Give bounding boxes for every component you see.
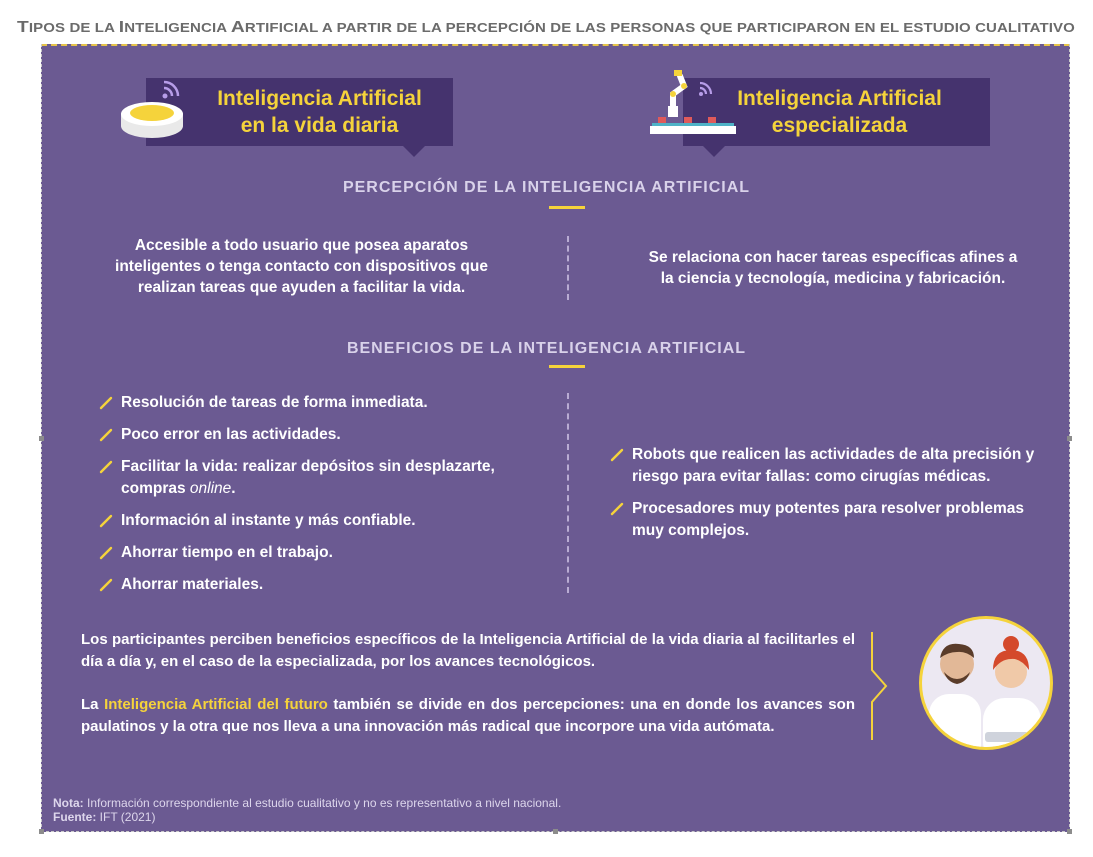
perception-divider	[567, 236, 569, 300]
fuente-text: IFT (2021)	[96, 810, 156, 824]
list-item	[99, 424, 499, 446]
top-dashed-line	[41, 44, 1070, 46]
page-title-smallcaps	[0, 17, 1093, 37]
summary-p2-prefix: La	[81, 696, 105, 713]
check-icon	[99, 514, 113, 528]
banner-specialized-line1: Inteligencia Artificial	[737, 87, 942, 110]
benefit-daily-2: Poco error en las actividades.	[121, 426, 341, 443]
benefit-daily-3: Facilitar la vida: realizar depósitos sin desplazarte, compras	[121, 458, 495, 497]
list-item	[99, 542, 499, 564]
resize-handle-right[interactable]	[1067, 436, 1072, 441]
list-item	[99, 456, 499, 500]
resize-handle-bottom-right[interactable]	[1067, 829, 1072, 834]
resize-handle-bottom-left[interactable]	[39, 829, 44, 834]
check-icon	[610, 502, 624, 516]
nota-label: Nota:	[53, 796, 84, 810]
page-title-text: T IPOS DE LA INTELIGENCIA A RTIFICIAL A PARTIR DE LA PERCEPCIÓN DE LAS PERSONAS QUE PARTICIPARON EN EL ESTUDIO CUALITATIVO	[17, 19, 937, 36]
summary-paragraph-2	[81, 694, 855, 738]
list-item	[610, 498, 1040, 542]
benefit-daily-3-period: .	[231, 480, 236, 497]
banner-specialized-line2: especializada	[771, 114, 908, 137]
benefits-divider	[567, 393, 569, 593]
fuente-label: Fuente:	[53, 810, 97, 824]
benefit-daily-5: Ahorrar tiempo en el trabajo.	[121, 544, 333, 561]
check-icon	[99, 428, 113, 442]
benefit-specialized-1: Robots que realicen las actividades de alta precisión y riesgo para evitar fallas: como cirugías médicas.	[632, 446, 1035, 485]
benefit-daily-1: Resolución de tareas de forma inmediata.	[121, 394, 428, 411]
list-item	[610, 444, 1040, 488]
list-item	[99, 510, 499, 532]
perception-title: PERCEPCIÓN DE LA INTELIGENCIA ARTIFICIAL	[342, 179, 751, 196]
perception-specialized-text: Se relaciona con hacer tareas específicas afines a la ciencia y tecnología, medicina y fabricación.	[648, 249, 1018, 287]
banner-daily-ai	[146, 78, 453, 146]
list-item	[99, 574, 499, 596]
nota-text: Información correspondiente al estudio cualitativo y no es representativo a nivel nacional.	[83, 796, 562, 810]
check-icon	[99, 546, 113, 560]
summary-paragraph-1: Los participantes perciben beneficios específicos de la Inteligencia Artificial de la vida diaria al facilitarles el día a día y, en el caso de la especializada, por los avances tecnológicos.	[81, 631, 855, 670]
banner-daily-pointer	[403, 146, 425, 157]
benefit-daily-6: Ahorrar materiales.	[121, 576, 264, 593]
benefits-daily-list	[99, 392, 499, 606]
banner-specialized-pointer	[703, 146, 725, 157]
benefit-specialized-2: Procesadores muy potentes para resolver problemas muy complejos.	[632, 500, 1024, 539]
page-title	[0, 17, 1093, 37]
summary-highlight: Inteligencia Artificial del futuro	[104, 696, 328, 713]
check-icon	[99, 396, 113, 410]
resize-handle-bottom[interactable]	[553, 829, 558, 834]
summary-p2-suffix: también se divide en dos percepciones: una en donde los avances son paulatinos y la otra que nos lleva a una innovación más radical que incorpore una vida autómata.	[81, 696, 855, 735]
banner-daily-line1: Inteligencia Artificial	[217, 87, 422, 110]
benefits-title-underline	[549, 365, 585, 368]
banner-daily-line2: en la vida diaria	[240, 114, 399, 137]
notes	[53, 796, 561, 824]
benefits-specialized-list	[610, 444, 1040, 552]
people-photo	[917, 614, 1055, 752]
check-icon	[99, 578, 113, 592]
benefits-title: BENEFICIOS DE LA INTELIGENCIA ARTIFICIAL	[346, 340, 747, 357]
resize-handle-left[interactable]	[39, 436, 44, 441]
check-icon	[99, 460, 113, 474]
chevron-right-icon	[866, 632, 890, 740]
smart-speaker-icon	[118, 80, 190, 142]
perception-title-underline	[549, 206, 585, 209]
benefit-daily-4: Información al instante y más confiable.	[121, 512, 416, 529]
list-item	[99, 392, 499, 414]
check-icon	[610, 448, 624, 462]
robot-arm-icon	[646, 68, 740, 140]
perception-daily-text: Accesible a todo usuario que posea aparatos inteligentes o tenga contacto con dispositivos que realizan tareas que ayuden a facilitar la vida.	[115, 237, 488, 296]
online-word: online	[189, 480, 232, 497]
